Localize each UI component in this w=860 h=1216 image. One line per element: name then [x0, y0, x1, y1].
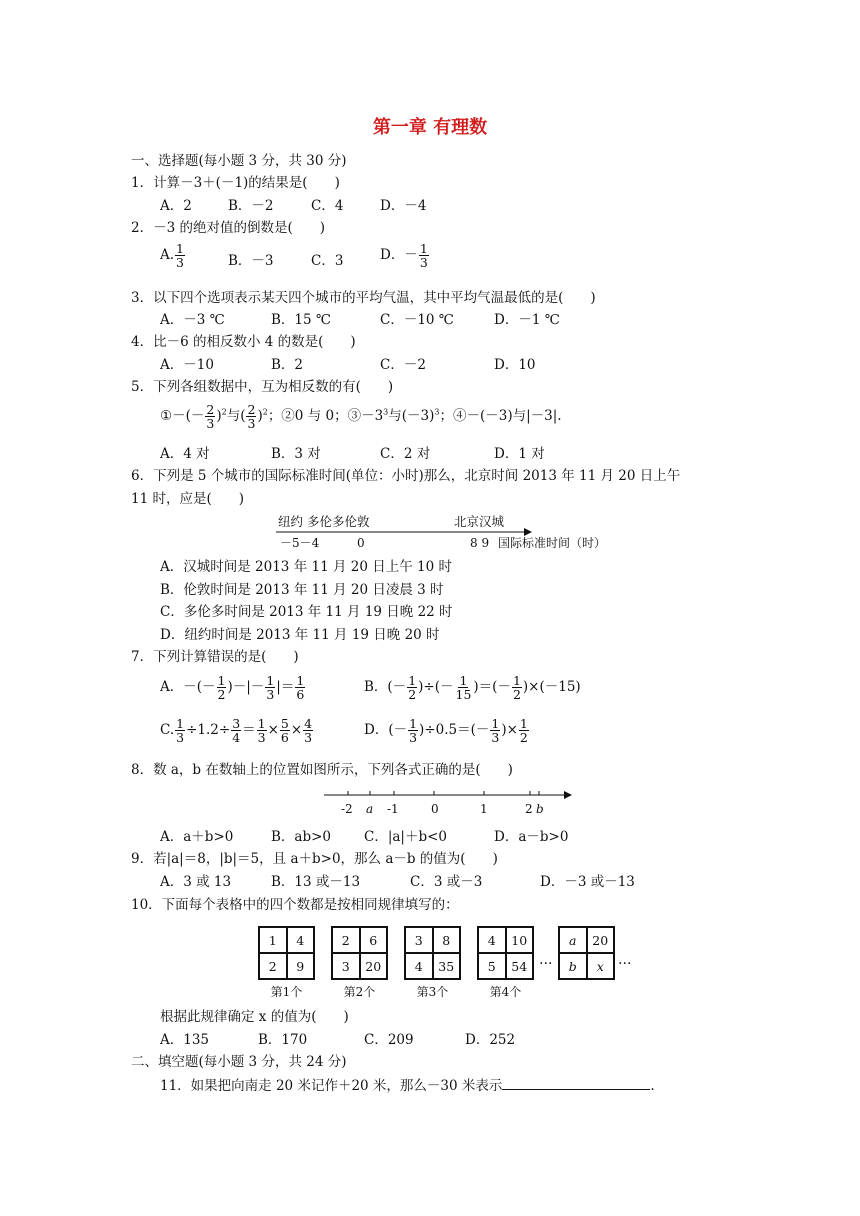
question-10-stem: 10．下面每个表格中的四个数都是按相同规律填写的： [131, 897, 459, 913]
q10-table-4 [477, 926, 534, 980]
q4-option-c: C．－2 [380, 357, 426, 373]
q6-option-c: C．多伦多时间是 2013 年 11 月 19 日晚 22 时 [160, 604, 453, 620]
table-cell: b [559, 953, 587, 979]
q10-option-d: D．252 [465, 1032, 516, 1048]
question-3-stem: 3．以下四个选项表示某天四个城市的平均气温，其中平均气温最低的是( ) [131, 290, 596, 306]
question-8-stem: 8．数 a，b 在数轴上的位置如图所示，下列各式正确的是( ) [131, 762, 513, 778]
q7-option-a: A．－(－ $\frac{1}{2}$ )－|－ $\frac{1}{3}$ |＝ $\frac{1}{6}$ [160, 673, 305, 703]
q8-tick-minus2: -2 [341, 802, 353, 816]
q3-option-a: A．－3 ℃ [160, 312, 225, 328]
table-cell: 9 [287, 953, 315, 979]
q6-axis-label: 国际标准时间（时） [498, 536, 607, 550]
section-heading-fill: 二、填空题(每小题 3 分，共 24 分) [131, 1054, 347, 1070]
q8-option-c: C．|a|＋b<0 [364, 829, 448, 845]
q6-option-d: D．纽约时间是 2013 年 11 月 19 日晚 20 时 [160, 627, 440, 643]
q6-tick-8-9: 8 9 [470, 536, 490, 550]
table-cell: 3 [405, 927, 433, 953]
q8-option-d: D．a－b>0 [494, 829, 569, 845]
table-cell: 2 [332, 927, 360, 953]
q6-axis-cities-left: 纽约 多伦多伦敦 [278, 514, 370, 529]
q4-option-a: A．－10 [160, 357, 214, 373]
table-cell: 2 [259, 953, 287, 979]
question-1-stem: 1．计算－3＋(－1)的结果是( ) [131, 175, 340, 191]
table-cell: 4 [405, 953, 433, 979]
q1-option-d: D．－4 [380, 198, 427, 214]
table-cell: 35 [433, 953, 461, 979]
answer-blank [502, 1077, 650, 1090]
q3-option-b: B．15 ℃ [271, 312, 331, 328]
q9-option-b: B．13 或－13 [271, 874, 361, 890]
q2-option-d: D．－ $\frac{1}{3}$ [380, 241, 428, 271]
q5-option-b: B．3 对 [271, 446, 321, 462]
q8-tick-1: 1 [480, 802, 488, 816]
q10-table-4-label: 第4个 [489, 985, 522, 999]
q4-option-d: D．10 [494, 357, 536, 373]
table-cell: 10 [506, 927, 534, 953]
question-11: 11．如果把向南走 20 米记作＋20 米，那么－30 米表示 . [160, 1078, 655, 1094]
q8-option-a: A．a＋b>0 [160, 829, 234, 845]
question-6-stem-line2: 11 时，应是( ) [131, 491, 245, 507]
q6-tick-minus5-minus4: －5－4 [280, 536, 320, 550]
question-9-stem: 9．若|a|＝8，|b|＝5，且 a＋b>0，那么 a－b 的值为( ) [131, 851, 498, 867]
q10-ellipsis-2: … [618, 952, 632, 968]
table-cell: 5 [478, 953, 506, 979]
q9-option-d: D．－3 或－13 [540, 874, 635, 890]
q8-tick-0: 0 [431, 802, 439, 816]
table-cell: 4 [478, 927, 506, 953]
q10-table-3 [404, 926, 461, 980]
q2-option-a: A. $\frac{1}{3}$ [160, 241, 184, 271]
q10-table-2 [331, 926, 388, 980]
q1-option-c: C．4 [311, 198, 344, 214]
table-cell: 54 [506, 953, 534, 979]
q8-option-b: B．ab>0 [271, 829, 332, 845]
q3-option-c: C．－10 ℃ [380, 312, 454, 328]
q6-option-b: B．伦敦时间是 2013 年 11 月 20 日凌晨 3 时 [160, 582, 444, 598]
table-cell: 1 [259, 927, 287, 953]
q10-table-5 [558, 926, 615, 980]
q4-option-b: B．2 [271, 357, 304, 373]
q10-option-c: C．209 [364, 1032, 414, 1048]
question-6-stem-line1: 6．下列是 5 个城市的国际标准时间(单位：小时)那么，北京时间 2013 年 11 月 20 日上午 [131, 468, 681, 484]
q9-option-a: A．3 或 13 [160, 874, 232, 890]
q8-tick-2: 2 [525, 802, 533, 816]
table-cell: 3 [332, 953, 360, 979]
question-2-stem: 2．－3 的绝对值的倒数是( ) [131, 220, 326, 236]
q7-option-c: C. $\frac{1}{3}$ ÷1.2÷ $\frac{3}{4}$ ＝ $\frac{1}{3}$ × $\frac{5}{6}$ × $\frac{4}{3}$ [160, 716, 313, 746]
table-cell: 6 [360, 927, 388, 953]
table-cell: x [587, 953, 615, 979]
q5-option-a: A．4 对 [160, 446, 210, 462]
question-7-stem: 7．下列计算错误的是( ) [131, 649, 299, 665]
q8-tick-a: a [366, 802, 374, 816]
q7-option-b: B．(－ $\frac{1}{2}$ )÷(－ $\frac{1}{15}$ )＝(－ $\frac{1}{2}$ )×(－15) [364, 673, 581, 703]
page-title: 第一章 有理数 [372, 117, 488, 138]
q10-ellipsis-1: … [539, 952, 553, 968]
q10-table-3-label: 第3个 [416, 985, 449, 999]
q5-option-d: D．1 对 [494, 446, 545, 462]
table-cell: 20 [587, 927, 615, 953]
q7-option-d: D．(－ $\frac{1}{3}$ )÷0.5＝(－ $\frac{1}{3}$ )× $\frac{1}{2}$ [364, 716, 528, 746]
q6-tick-0: 0 [357, 536, 365, 550]
q6-axis-cities-right: 北京汉城 [454, 514, 505, 529]
q8-tick-b: b [536, 802, 544, 816]
q10-option-a: A．135 [160, 1032, 210, 1048]
q5-option-c: C．2 对 [380, 446, 431, 462]
section-heading-choice: 一、选择题(每小题 3 分，共 30 分) [131, 153, 347, 169]
q8-tick-minus1: -1 [387, 802, 399, 816]
table-cell: 8 [433, 927, 461, 953]
table-cell: 4 [287, 927, 315, 953]
q3-option-d: D．－1 ℃ [494, 312, 560, 328]
q10-ask: 根据此规律确定 x 的值为( ) [160, 1009, 349, 1025]
q8-number-line [324, 788, 572, 802]
q10-option-b: B．170 [258, 1032, 308, 1048]
q10-table-1-label: 第1个 [270, 985, 303, 999]
question-4-stem: 4．比－6 的相反数小 4 的数是( ) [131, 334, 356, 350]
q2-option-c: C．3 [311, 253, 344, 269]
q10-table-2-label: 第2个 [343, 985, 376, 999]
q2-option-b: B．－3 [228, 253, 274, 269]
q9-option-c: C．3 或－3 [410, 874, 483, 890]
table-cell: 20 [360, 953, 388, 979]
table-cell: a [559, 927, 587, 953]
q1-option-b: B．－2 [228, 198, 274, 214]
q5-expression: ①－(－ $\frac{2}{3}$ )$^2$与( $\frac{2}{3}$ )$^2$；②0 与 0；$③-3^3$与$(-3)^3$；④－(－3)与|－3|. [160, 402, 562, 432]
question-5-stem: 5．下列各组数据中，互为相反数的有( ) [131, 379, 394, 395]
q1-option-a: A．2 [160, 198, 192, 214]
q6-option-a: A．汉城时间是 2013 年 11 月 20 日上午 10 时 [160, 559, 452, 575]
q10-table-1 [258, 926, 315, 980]
